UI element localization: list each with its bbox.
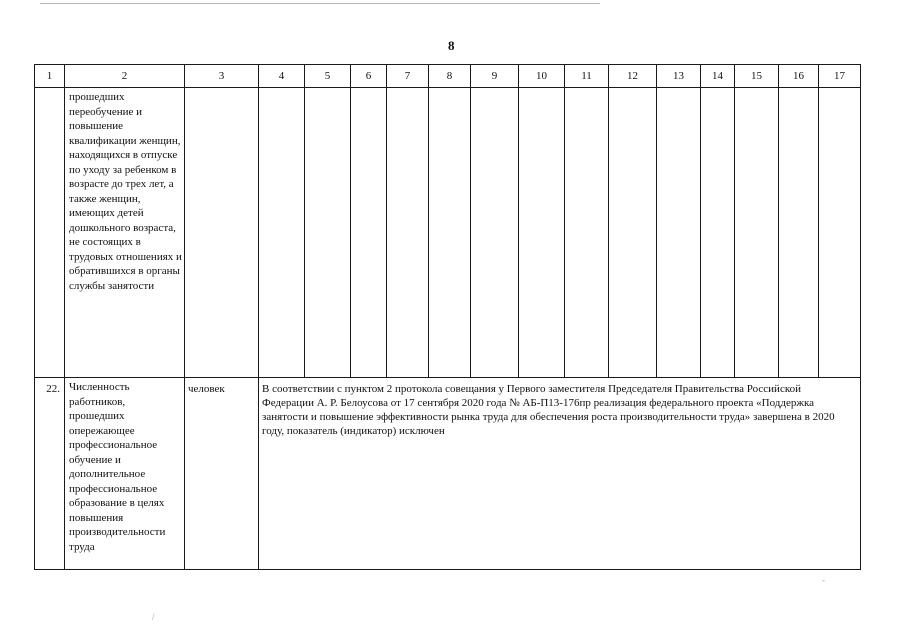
column-header: 8 (429, 65, 471, 88)
scan-artifact-line (40, 3, 600, 4)
value-cell (259, 88, 305, 378)
value-cell (351, 88, 387, 378)
note-cell (259, 378, 861, 570)
column-header: 13 (657, 65, 701, 88)
column-number-row (35, 65, 861, 88)
row-number-cell (35, 88, 65, 378)
value-cell (779, 88, 819, 378)
column-header: 3 (185, 65, 259, 88)
exclusion-note: В соответствии с пунктом 2 протокола совещания у Первого заместителя Председателя Правительства Российской Федерации А. Р. Белоусова от 17 сентября 2020 года № АБ-П13-176пр реализация федерального проекта «Поддержка занятости и повышение эффективности рынка труда для обеспечения роста производительности труда» завершена в 2020 году, показатель (индикатор) исключен (262, 383, 835, 437)
column-header: 17 (819, 65, 861, 88)
column-header: 16 (779, 65, 819, 88)
column-header: 14 (701, 65, 735, 88)
value-cell (657, 88, 701, 378)
column-header: 12 (609, 65, 657, 88)
column-header: 15 (735, 65, 779, 88)
scan-speck: / (152, 612, 155, 622)
indicator-name: Численность работников, прошедших опережающее профессиональное обучение и дополнительное профессиональное образование в целях повышения производительности труда (69, 381, 166, 553)
row-number-cell: 22. (35, 378, 65, 570)
table-row (35, 88, 861, 378)
indicator-name-cell (65, 378, 185, 570)
value-cell (387, 88, 429, 378)
value-cell (819, 88, 861, 378)
value-cell (609, 88, 657, 378)
page-number: 8 (448, 38, 455, 53)
value-cell (429, 88, 471, 378)
column-header: 1 (35, 65, 65, 88)
column-header: 6 (351, 65, 387, 88)
indicator-name: прошедших переобучение и повышение квалификации женщин, находящихся в отпуске по уходу за ребенком в возрасте до трех лет, а также женщин, имеющих детей дошкольного возраста, не состоящих в трудовых отношениях и обратившихся в органы службы занятости (69, 91, 182, 292)
value-cell (735, 88, 779, 378)
column-header: 4 (259, 65, 305, 88)
column-header: 9 (471, 65, 519, 88)
value-cell (471, 88, 519, 378)
table-row (35, 378, 861, 570)
column-header: 7 (387, 65, 429, 88)
column-header: 10 (519, 65, 565, 88)
value-cell (305, 88, 351, 378)
indicators-table (34, 64, 861, 570)
column-header: 2 (65, 65, 185, 88)
column-header: 5 (305, 65, 351, 88)
value-cell (519, 88, 565, 378)
unit-cell (185, 88, 259, 378)
column-header: 11 (565, 65, 609, 88)
unit-cell: человек (185, 378, 259, 570)
value-cell (565, 88, 609, 378)
indicator-name-cell (65, 88, 185, 378)
scan-speck: - (822, 575, 825, 585)
value-cell (701, 88, 735, 378)
